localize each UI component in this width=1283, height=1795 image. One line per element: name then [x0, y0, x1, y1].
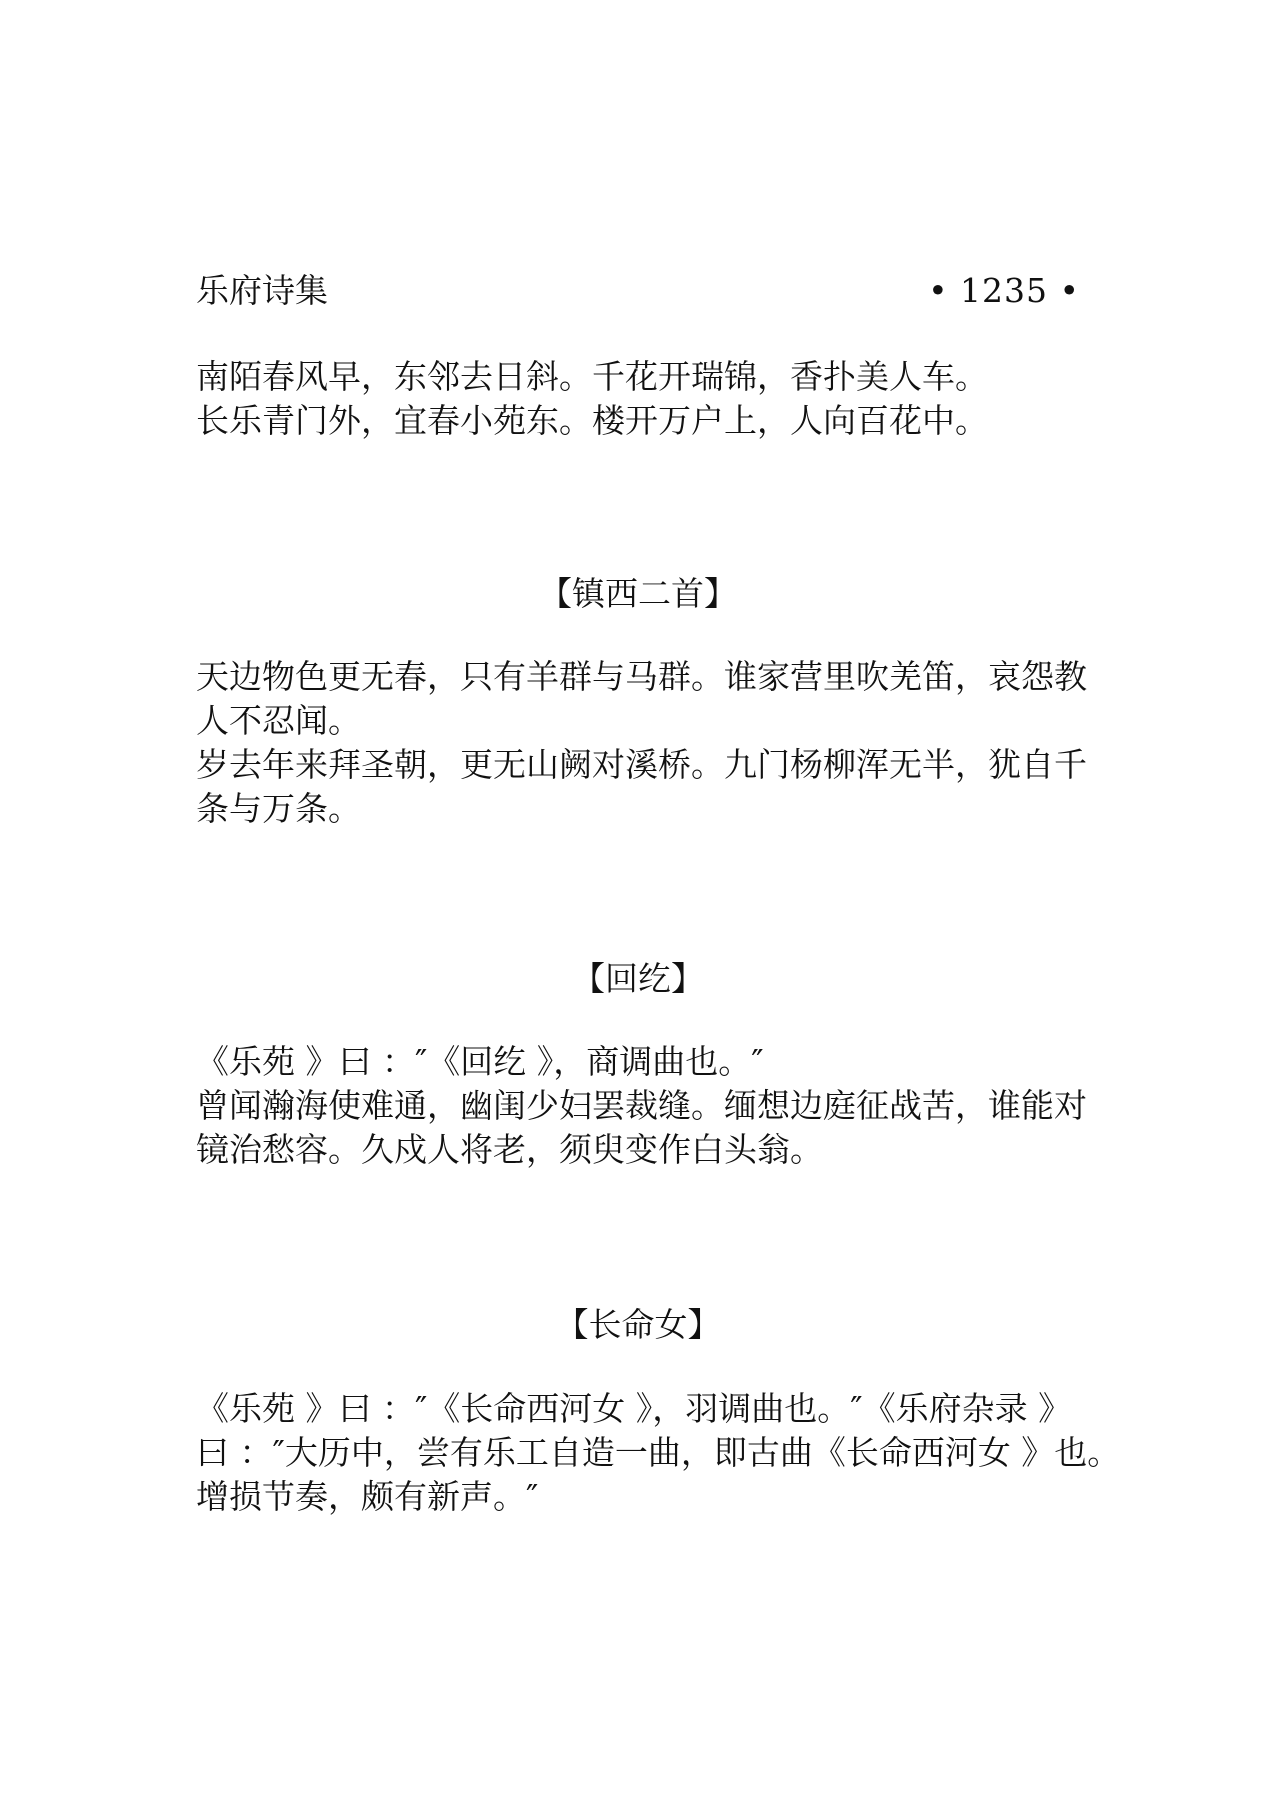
preface-line: 《乐苑 》曰 ：″《回纥 》，商调曲也。″: [196, 1042, 764, 1081]
section-title-huihe: 【回纥】: [572, 959, 704, 998]
poem-line: 镜治愁容。久戍人将老，须臾变作白头翁。: [196, 1130, 823, 1169]
section-body-huihe: [196, 1040, 1156, 1172]
page-number: • 1235 •: [928, 271, 1080, 310]
poem-line: 天边物色更无春，只有羊群与马群。谁家营里吹羌笛，哀怨教: [196, 657, 1087, 696]
preface-line: 增损节奏，颇有新声。″: [196, 1477, 539, 1516]
section-title-zhenxi: 【镇西二首】: [539, 574, 737, 613]
poem-line: 南陌春风早，东邻去日斜。千花开瑞锦，香扑美人车。: [196, 357, 988, 396]
section-title-changming: 【长命女】: [555, 1305, 721, 1344]
poem-line: 长乐青门外，宜春小苑东。楼开万户上，人向百花中。: [196, 401, 988, 440]
preface-line: 曰 ：″大历中，尝有乐工自造一曲，即古曲《长命西河女 》也。: [196, 1433, 1121, 1472]
poem-line: 曾闻瀚海使难通，幽闺少妇罢裁缝。缅想边庭征战苦，谁能对: [196, 1086, 1087, 1125]
section-body-zhenxi: [196, 655, 1156, 831]
section-body-changming: [196, 1387, 1156, 1519]
poem-line: 人不忍闻。: [196, 701, 361, 740]
poem-line: 岁去年来拜圣朝，更无山阙对溪桥。九门杨柳浑无半，犹自千: [196, 745, 1087, 784]
page-header: [196, 268, 1080, 314]
book-title: 乐府诗集: [196, 271, 328, 310]
preface-line: 《乐苑 》曰 ：″《长命西河女 》，羽调曲也。″《乐府杂录 》: [196, 1389, 1072, 1428]
intro-poem: [196, 355, 1156, 443]
poem-line: 条与万条。: [196, 789, 361, 828]
